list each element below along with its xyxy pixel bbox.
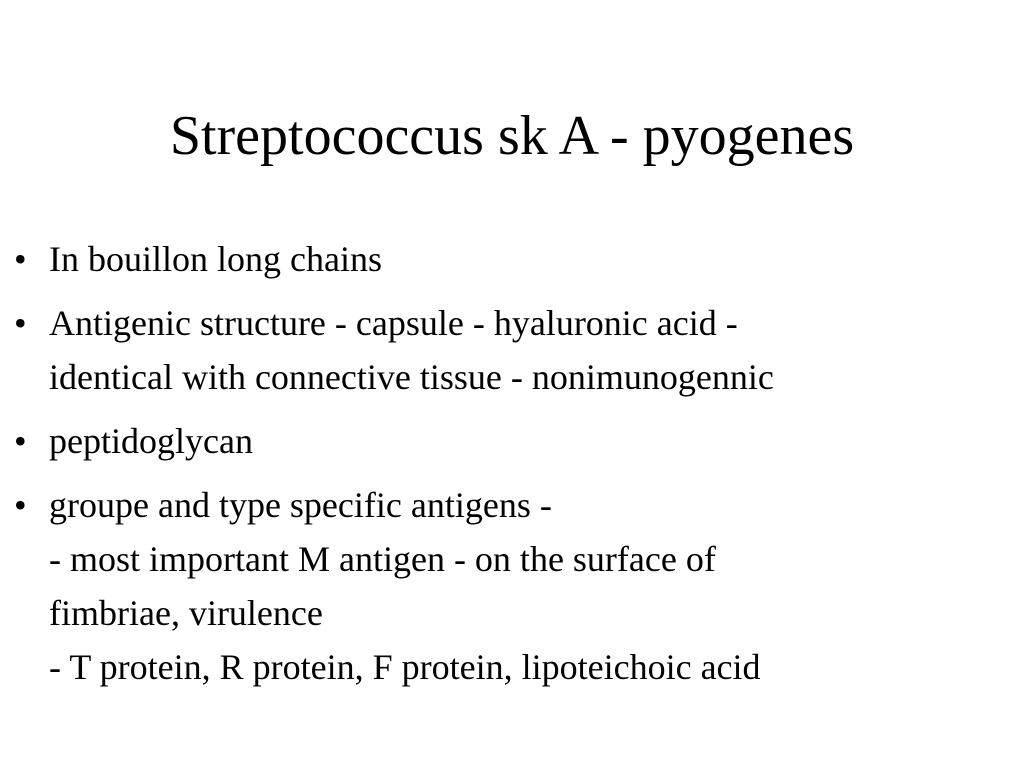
bullet-text [49, 414, 1004, 468]
bullet-item [14, 414, 1004, 468]
bullet-list [14, 232, 1004, 704]
bullet-line: fimbriae, virulence [49, 593, 323, 633]
bullet-text [49, 478, 1004, 694]
slide-title: Streptococcus sk A - pyogenes [169, 105, 855, 167]
bullet-item [14, 296, 1004, 404]
bullet-item [14, 232, 1004, 286]
bullet-line: groupe and type specific antigens - [49, 485, 552, 525]
bullet-marker-icon: • [14, 421, 27, 461]
bullet-line: In bouillon long chains [49, 239, 382, 279]
bullet-text [49, 232, 1004, 286]
bullet-text [49, 296, 1004, 404]
bullet-line: - most important M antigen - on the surface of [49, 539, 716, 579]
bullet-line: - T protein, R protein, F protein, lipoteichoic acid [49, 647, 761, 687]
bullet-line: peptidoglycan [49, 421, 253, 461]
bullet-marker-icon: • [14, 239, 27, 279]
bullet-marker-icon: • [14, 485, 27, 525]
bullet-line: identical with connective tissue - nonimunogennic [49, 357, 774, 397]
bullet-line: Antigenic structure - capsule - hyaluronic acid - [49, 303, 738, 343]
bullet-item [14, 478, 1004, 694]
bullet-marker-icon: • [14, 303, 27, 343]
